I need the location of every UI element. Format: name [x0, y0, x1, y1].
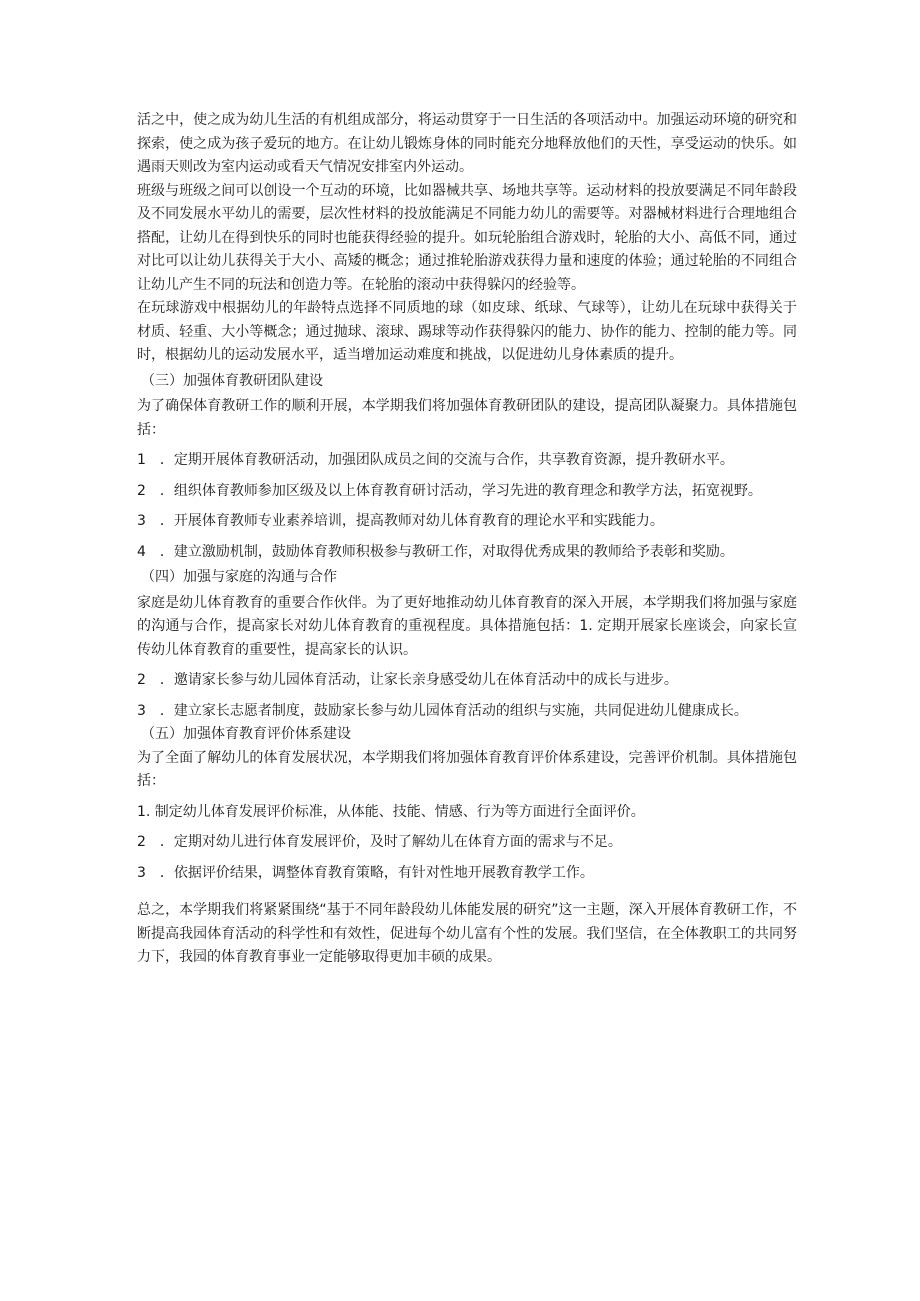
section-3-item-2: 2 ．组织体育教师参加区级及以上体育教育研讨活动，学习先进的教育理念和教学方法，拓宽视野。 — [137, 482, 762, 499]
paragraph-sports-in-daily-life: 活之中，使之成为幼儿生活的有机组成部分，将运动贯穿于一日生活的各项活动中。加强运动环境的研究和探索，使之成为孩子爱玩的地方。在让幼儿锻炼身体的同时能充分地释放他们的天性，享受运动的快乐。如遇雨天则改为室内运动或看天气情况安排室内外运动。 — [137, 112, 797, 175]
section-5-item-3: 3 ．依据评价结果，调整体育教育策略，有针对性地开展教育教学工作。 — [137, 864, 594, 881]
section-5-item-2: 2 ．定期对幼儿进行体育发展评价，及时了解幼儿在体育方面的需求与不足。 — [137, 834, 622, 850]
section-3-item-3: 3 ．开展体育教师专业素养培训，提高教师对幼儿体育教育的理论水平和实践能力。 — [137, 513, 664, 529]
conclusion-paragraph: 总之，本学期我们将紧紧围绕“基于不同年龄段幼儿体能发展的研究”这一主题，深入开展体育教研工作，不断提高我园体育活动的科学性和有效性，促进每个幼儿富有个性的发展。我们坚信，在全体教职工的共同努力下，我园的体育教育事业一定能够取得更加丰硕的成果。 — [137, 902, 797, 965]
paragraph-shared-equipment: 班级与班级之间可以创设一个互动的环境，比如器械共享、场地共享等。运动材料的投放要满足不同年龄段及不同发展水平幼儿的需要，层次性材料的投放能满足不同能力幼儿的需要等。对器械材料进行合理地组合搭配，让幼儿在得到快乐的同时也能获得经验的提升。如玩轮胎组合游戏时，轮胎的大小、高低不同，通过对比可以让幼儿获得关于大小、高矮的概念；通过推轮胎游戏获得力量和速度的体验；通过轮胎的不同组合让幼儿产生不同的玩法和创造力等。在轮胎的滚动中获得躲闪的经验等。 — [137, 182, 797, 293]
section-4-item-3: 3 ．建立家长志愿者制度，鼓励家长参与幼儿园体育活动的组织与实施，共同促进幼儿健康成长。 — [137, 702, 748, 719]
section-heading-4: （四）加强与家庭的沟通与合作 — [141, 569, 337, 585]
section-heading-5: （五）加强体育教育评价体系建设 — [141, 726, 351, 742]
document-page — [137, 109, 797, 970]
section-4-item-2: 2 ．邀请家长参与幼儿园体育活动，让家长亲身感受幼儿在体育活动中的成长与进步。 — [137, 672, 678, 688]
section-5-item-1: 1. 制定幼儿体育发展评价标准，从体能、技能、情感、行为等方面进行全面评价。 — [137, 803, 645, 820]
section-4-intro: 家庭是幼儿体育教育的重要合作伙伴。为了更好地推动幼儿体育教育的深入开展，本学期我们将加强与家庭的沟通与合作，提高家长对幼儿体育教育的重视程度。具体措施包括：1. 定期开展家长座谈会，向家长宣传幼儿体育教育的重要性，提高家长的认识。 — [137, 594, 797, 658]
section-3-item-1: 1 ．定期开展体育教研活动，加强团队成员之间的交流与合作，共享教育资源，提升教研水平。 — [137, 452, 734, 468]
section-3-item-4: 4 ．建立激励机制，鼓励体育教师积极参与教研工作，对取得优秀成果的教师给予表彰和奖励。 — [137, 543, 734, 560]
section-heading-3: （三）加强体育教研团队建设 — [141, 372, 323, 389]
section-5-intro: 为了全面了解幼儿的体育发展状况，本学期我们将加强体育教育评价体系建设，完善评价机制。具体措施包括： — [137, 749, 797, 789]
section-3-intro: 为了确保体育教研工作的顺利开展，本学期我们将加强体育教研团队的建设，提高团队凝聚力。具体措施包括： — [137, 398, 797, 438]
paragraph-ball-games: 在玩球游戏中根据幼儿的年龄特点选择不同质地的球（如皮球、纸球、气球等），让幼儿在玩球中获得关于材质、轻重、大小等概念；通过抛球、滚球、踢球等动作获得躲闪的能力、协作的能力、控制的能力等。同时，根据幼儿的运动发展水平，适当增加运动难度和挑战，以促进幼儿身体素质的提升。 — [137, 300, 797, 363]
